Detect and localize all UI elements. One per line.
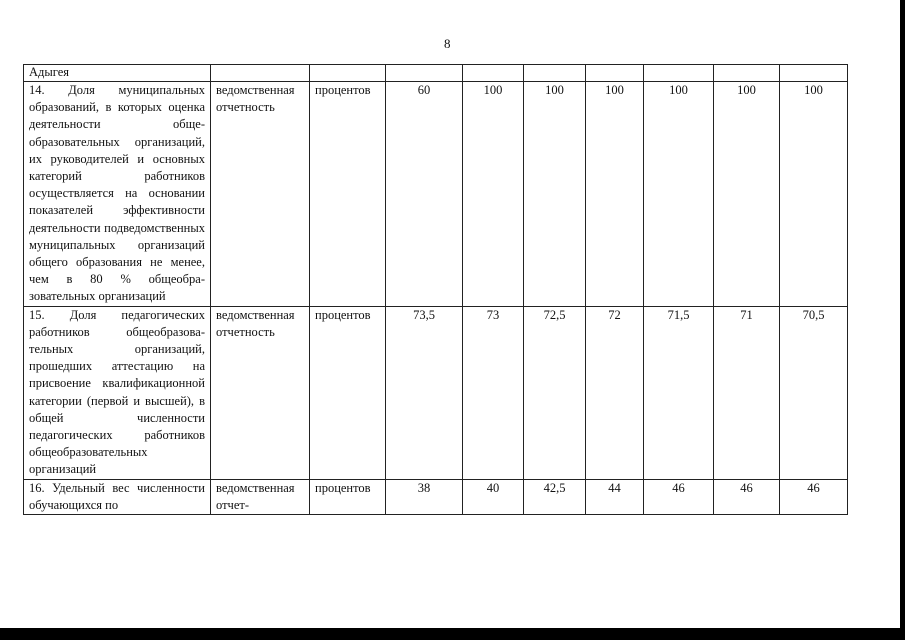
- indicator-name: 15. Доля педагогических работников общеобразовательных организаций, прошедших аттестацию на присвоение квалификационной категории (первой и высшей), в общей численности педагогических работников общеобразовательных организаций: [24, 306, 211, 479]
- empty-cell: [463, 65, 524, 82]
- indicator-value: 40: [463, 479, 524, 514]
- indicator-name: 14. Доля муниципальных образований, в которых оценка деятельности общеобразовательных организаций, их руководителей и основных категорий работников осуществляется на основании показателей эффективности деятельности подведомственных муниципальных организаций общего образования не менее, чем в 80 % общеобразовательных организаций: [24, 82, 211, 307]
- empty-cell: [714, 65, 780, 82]
- scan-edge-right: [900, 0, 905, 640]
- indicator-value: 46: [780, 479, 848, 514]
- indicator-name: 16. Удельный вес численности обучающихся по: [24, 479, 211, 514]
- indicator-unit: процентов: [310, 306, 386, 479]
- indicator-value: 38: [386, 479, 463, 514]
- empty-cell: [780, 65, 848, 82]
- indicator-unit: процентов: [310, 82, 386, 307]
- indicator-value: 46: [714, 479, 780, 514]
- indicator-source: ведомственная отчетность: [211, 306, 310, 479]
- indicator-source: ведомственная отчетность: [211, 82, 310, 307]
- empty-cell: [586, 65, 644, 82]
- indicator-value: 44: [586, 479, 644, 514]
- empty-cell: [211, 65, 310, 82]
- indicator-value: 100: [463, 82, 524, 307]
- indicator-value: 46: [644, 479, 714, 514]
- region-row: [24, 65, 848, 82]
- indicator-value: 73: [463, 306, 524, 479]
- indicator-value: 100: [586, 82, 644, 307]
- indicator-value: 100: [524, 82, 586, 307]
- empty-cell: [644, 65, 714, 82]
- indicator-value: 100: [714, 82, 780, 307]
- scan-edge-bottom: [0, 628, 905, 640]
- indicator-value: 100: [644, 82, 714, 307]
- empty-cell: [310, 65, 386, 82]
- indicator-value: 70,5: [780, 306, 848, 479]
- indicators-table: [23, 64, 848, 515]
- page-number: 8: [444, 36, 451, 51]
- indicator-value: 72,5: [524, 306, 586, 479]
- indicator-value: 71: [714, 306, 780, 479]
- indicator-value: 42,5: [524, 479, 586, 514]
- indicator-source: ведомственная отчет-: [211, 479, 310, 514]
- indicator-value: 60: [386, 82, 463, 307]
- empty-cell: [524, 65, 586, 82]
- indicator-value: 73,5: [386, 306, 463, 479]
- indicator-value: 71,5: [644, 306, 714, 479]
- indicator-value: 72: [586, 306, 644, 479]
- table-row: [24, 306, 848, 479]
- table-row: [24, 479, 848, 514]
- indicator-unit: процентов: [310, 479, 386, 514]
- indicator-value: 100: [780, 82, 848, 307]
- region-cell: Адыгея: [24, 65, 211, 82]
- table-row: [24, 82, 848, 307]
- empty-cell: [386, 65, 463, 82]
